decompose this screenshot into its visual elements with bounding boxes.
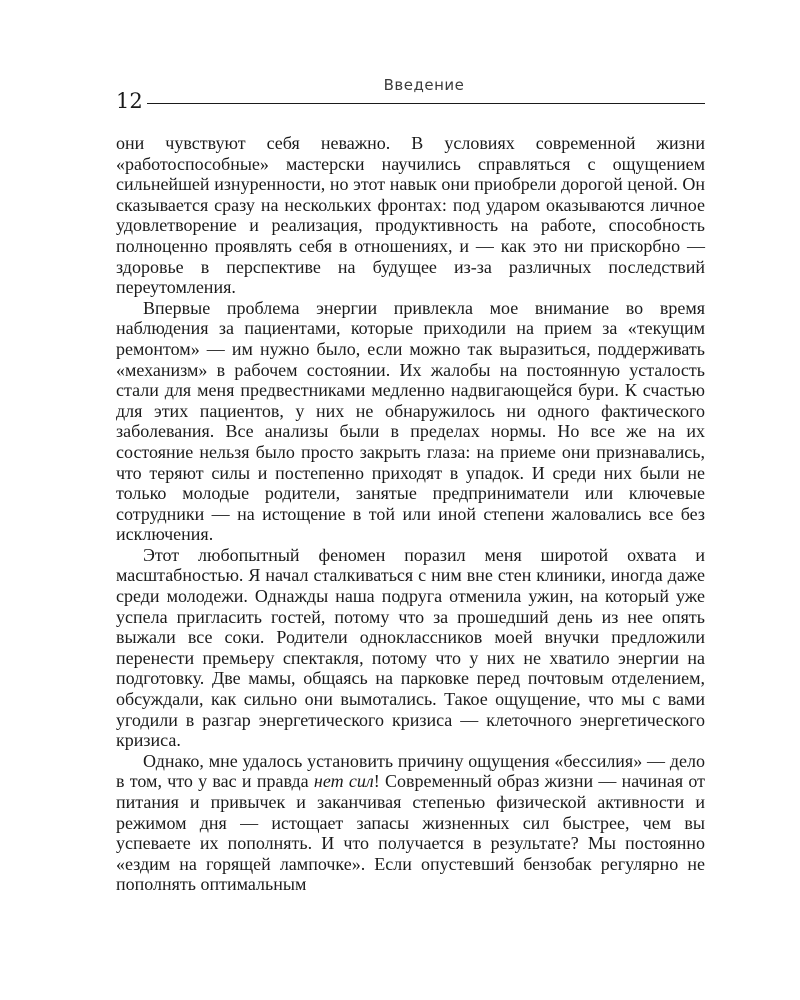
paragraph-4-lead: Однако, мне удалось установить причину ощущения «бессилия» — дело в том, что у вас и правда xyxy=(116,750,705,792)
page-number: 12 xyxy=(116,89,143,113)
header-rule xyxy=(147,103,705,104)
paragraph-1: они чувствуют себя неважно. В условиях современной жизни «работоспособные» мастерски научились справляться с ощущением сильнейшей изнуренности, но этот навык они приобрели дорогой ценой. Он сказывается сразу на нескольких фронтах: под ударом оказываются личное удовлетворение и реализация, продуктивность на работе, способность полноценно проявлять себя в отношениях, и — как это ни прискорбно — здоровье в перспективе на будущее из-за различных последствий переутомления. xyxy=(116,133,705,298)
paragraph-2: Впервые проблема энергии привлекла мое внимание во время наблюдения за пациентами, которые приходили на прием за «текущим ремонтом» — им нужно было, если можно так выразиться, поддерживать «механизм» в рабочем состоянии. Их жалобы на постоянную усталость стали для меня предвестниками медленно надвигающейся бури. К счастью для этих пациентов, у них не обнаружилось ни одного фактического заболевания. Все анализы были в пределах нормы. Но все же на их состояние нельзя было просто закрыть глаза: на приеме они признавались, что теряют силы и постепенно приходят в упадок. И среди них были не только молодые родители, занятые предприниматели или ключевые сотрудники — на истощение в той или иной степени жаловались все без исключения. xyxy=(116,297,705,545)
paragraph-4-emphasis: нет сил xyxy=(313,771,374,792)
paragraph-4-tail: ! Современный образ жизни — начиная от питания и привычек и заканчивая степенью физической активности и режимом дня — истощает запасы жизненных сил быстрее, чем вы успеваете их пополнять. И что получается в результате? Мы постоянно «ездим на горящей лампочке». Если опустевший бензобак регулярно не пополнять оптимальным xyxy=(116,771,705,895)
page-header xyxy=(0,0,800,113)
paragraph-3: Этот любопытный феномен поразил меня широтой охвата и масштабностью. Я начал сталкиваться с ним вне стен клиники, иногда даже среди молодежи. Однажды наша подруга отменила ужин, на который уже успела пригласить гостей, потому что за прошедший день из нее опять выжали все соки. Родители одноклассников моей внучки предложили перенести премьеру спектакля, потому что у них не хватило энергии на подготовку. Две мамы, общаясь на парковке перед почтовым отделением, обсуждали, как сильно они вымотались. Такое ощущение, что мы с вами угодили в разгар энергетического кризиса — клеточного энергетического кризиса. xyxy=(116,544,705,751)
paragraph-4 xyxy=(116,751,705,895)
body-text xyxy=(116,133,705,895)
running-head-chapter-title: Введение xyxy=(383,76,465,94)
